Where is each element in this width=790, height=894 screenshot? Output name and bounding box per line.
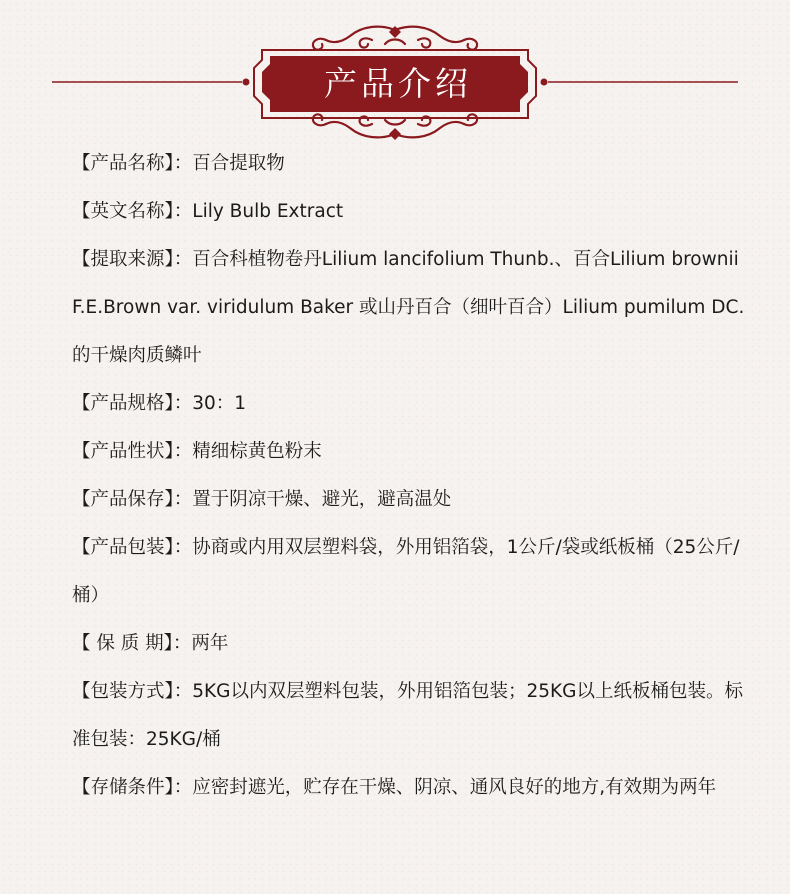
- info-row-packing-method: [72, 668, 752, 764]
- info-row-packaging: [72, 524, 752, 620]
- info-label: 【产品规格】：: [72, 393, 193, 414]
- info-label: 【产品包装】：: [72, 537, 193, 558]
- info-row-source: [72, 236, 752, 380]
- info-label: 【提取来源】：: [72, 249, 193, 270]
- info-row-product-name: [72, 140, 752, 188]
- info-value: 两年: [191, 633, 229, 654]
- info-value: 精细棕黄色粉末: [192, 441, 322, 462]
- info-row-appearance: [72, 428, 752, 476]
- info-row-spec: [72, 380, 752, 428]
- info-value: 百合提取物: [192, 153, 285, 174]
- info-value: 30：1: [192, 393, 247, 414]
- info-label: 【产品性状】：: [72, 441, 193, 462]
- info-row-storage: [72, 476, 752, 524]
- info-row-shelf-life: [72, 620, 752, 668]
- product-info: [72, 140, 752, 812]
- info-row-english-name: [72, 188, 752, 236]
- info-label: 【包装方式】：: [72, 681, 193, 702]
- info-row-storage-conditions: [72, 764, 752, 812]
- info-value: 5KG以内双层塑料包装，外用铝箔包装；25KG以上纸板桶包装。标准包装：25KG/桶: [72, 681, 744, 750]
- section-header: [0, 0, 790, 145]
- info-label: 【产品名称】：: [72, 153, 193, 174]
- info-value: 百合科植物卷丹Lilium lancifolium Thunb.、百合Lilium brownii F.E.Brown var. viridulum Baker 或山丹百合（细叶百合）Lilium pumilum DC. 的干燥肉质鳞叶: [72, 249, 745, 366]
- info-label: 【存储条件】：: [72, 777, 193, 798]
- info-label: 【英文名称】：: [72, 201, 193, 222]
- info-value: 协商或内用双层塑料袋，外用铝箔袋，1公斤/袋或纸板桶（25公斤/桶）: [72, 537, 740, 606]
- info-value: Lily Bulb Extract: [192, 201, 344, 222]
- page-title: 产品介绍: [324, 64, 472, 103]
- info-value: 置于阴凉干燥、避光，避高温处: [192, 489, 452, 510]
- info-value: 应密封遮光，贮存在干燥、阴凉、通风良好的地方,有效期为两年: [192, 777, 717, 798]
- info-label: 【产品保存】：: [72, 489, 193, 510]
- info-label: 【 保 质 期】：: [72, 633, 192, 654]
